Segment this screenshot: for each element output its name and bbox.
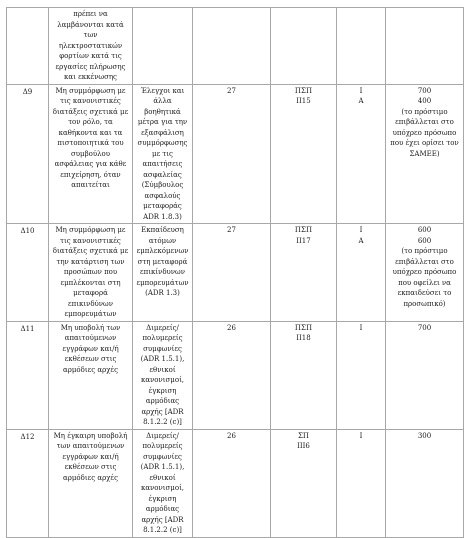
violation-description: Μη συμμόρφωση με τις κανονιστικές διατάξεις σχετικά με τον ρόλο, τα καθήκοντα και τα πιστοποιητικά του συμβούλου ασφάλειας για κάθε επιχείρηση, όταν απαιτείται	[49, 84, 133, 224]
table-row	[7, 224, 464, 322]
violation-code: Δ12	[7, 429, 49, 537]
category: Ι	[337, 429, 386, 537]
violation-code: Δ10	[7, 224, 49, 322]
severity-points: 27	[193, 84, 271, 224]
legal-provision: Διμερείς/ πολυμερείς συμφωνίες (ADR 1.5.1), εθνικοί κανονισμοί, έγκριση αρμόδιας αρχής [ADR 8.1.2.2 (c)]	[133, 429, 193, 537]
legal-provision: Διμερείς/ πολυμερείς συμφωνίες (ADR 1.5.1), εθνικοί κανονισμοί, έγκριση αρμόδιας αρχής [ADR 8.1.2.2 (c)]	[133, 321, 193, 429]
violation-description: Μη έγκαιρη υποβολή των απαιτούμενων εγγράφων και/ή εκθέσεων στις αρμόδιες αρχές	[49, 429, 133, 537]
severity-points: 26	[193, 321, 271, 429]
severity-points: 27	[193, 224, 271, 322]
violation-description: πρέπει να λαμβάνονται κατά των ηλεκτροστατικών φορτίων κατά τις εργασίες πλήρωσης και εκκένωσης	[49, 8, 133, 85]
rule-reference: ΣΠ ΙΙΙ6	[271, 429, 337, 537]
violation-code	[7, 8, 49, 85]
violation-code: Δ9	[7, 84, 49, 224]
category	[337, 8, 386, 85]
severity-points: 26	[193, 429, 271, 537]
table-row	[7, 84, 464, 224]
legal-provision: Εκπαίδευση ατόμων εμπλεκόμενων στη μεταφορά επικίνδυνων εμπορευμάτων (ADR 1.3)	[133, 224, 193, 322]
severity-points	[193, 8, 271, 85]
fine-amount: 700	[386, 321, 464, 429]
category: Ι	[337, 321, 386, 429]
legal-provision	[133, 8, 193, 85]
table-row	[7, 321, 464, 429]
category: Ι Α	[337, 224, 386, 322]
rule-reference	[271, 8, 337, 85]
rule-reference: ΠΣΠ ΙΙ17	[271, 224, 337, 322]
fine-amount: 700 400 (το πρόστιμο επιβάλλεται στο υπόχρεο πρόσωπο που έχει ορίσει τον ΣΑΜΕΕ)	[386, 84, 464, 224]
regulation-table	[6, 7, 464, 538]
fine-amount: 300	[386, 429, 464, 537]
violation-description: Μη υποβολή των απαιτούμενων εγγράφων και/ή εκθέσεων στις αρμόδιες αρχές	[49, 321, 133, 429]
violation-code: Δ11	[7, 321, 49, 429]
category: Ι Α	[337, 84, 386, 224]
table-row	[7, 429, 464, 537]
rule-reference: ΠΣΠ ΙΙ15	[271, 84, 337, 224]
rule-reference: ΠΣΠ ΙΙ18	[271, 321, 337, 429]
fine-amount	[386, 8, 464, 85]
legal-provision: Έλεγχοι και άλλα βοηθητικά μέτρα για την εξασφάλιση συμμόρφωσης με τις απαιτήσεις ασφαλείας (Σύμβουλος ασφαλούς μεταφοράς ADR 1.8.3)	[133, 84, 193, 224]
table-row	[7, 8, 464, 85]
violation-description: Μη συμμόρφωση με τις κανονιστικές διατάξεις σχετικά με την κατάρτιση των προσώπων που εμπλέκονται στη μεταφορά επικινδύνων εμπορευμάτων	[49, 224, 133, 322]
fine-amount: 600 600 (το πρόστιμο επιβάλλεται στο υπόχρεο πρόσωπο που οφείλει να εκπαιδεύσει το προσωπικό)	[386, 224, 464, 322]
